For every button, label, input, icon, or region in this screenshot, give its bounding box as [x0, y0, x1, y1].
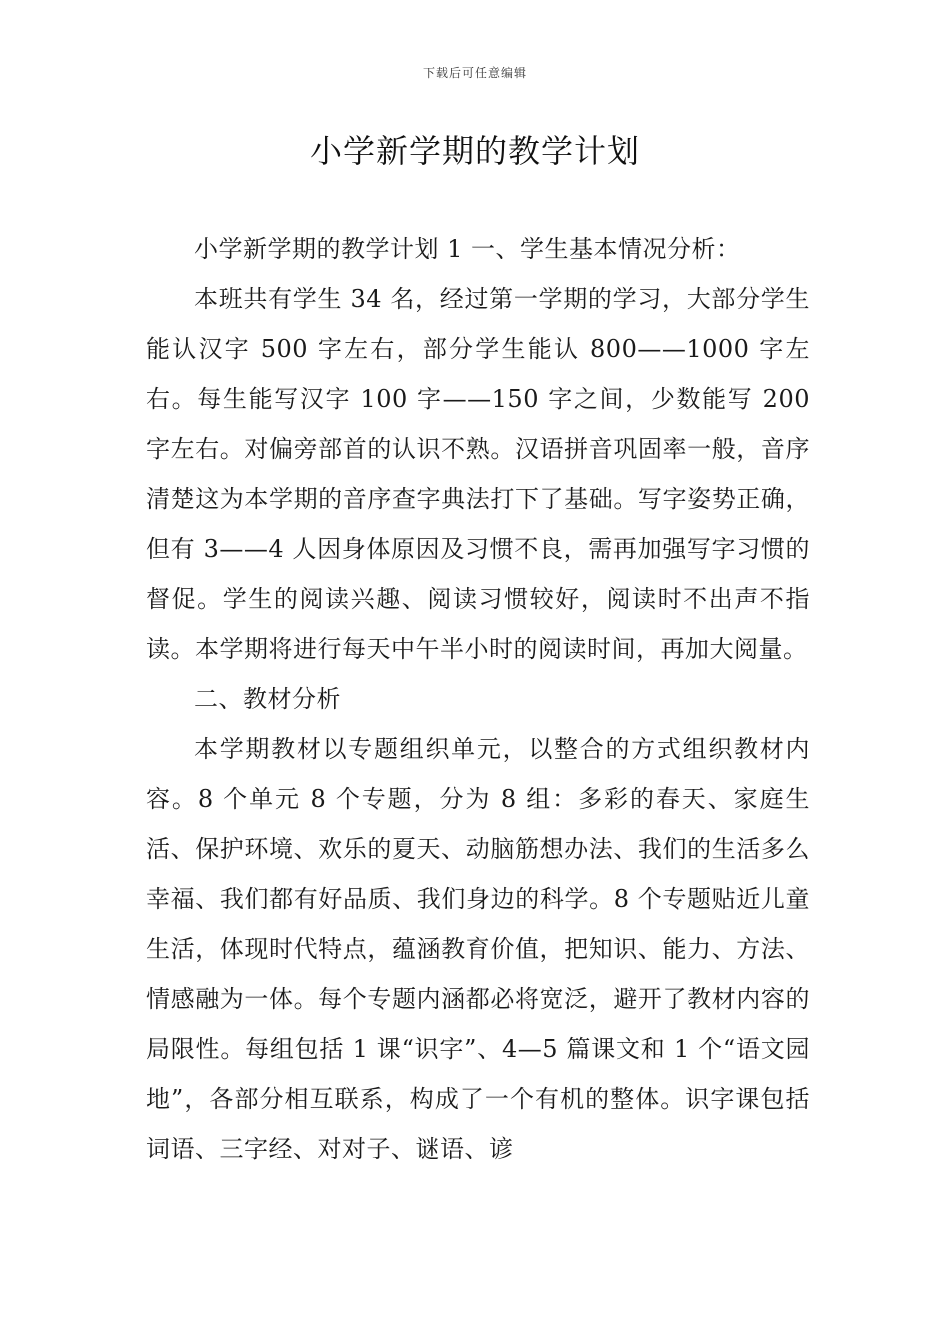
document-body: [146, 224, 810, 1174]
paragraph-section-heading: 二、教材分析: [194, 685, 341, 713]
document-title: 小学新学期的教学计划: [309, 132, 640, 170]
paragraph-intro: 小学新学期的教学计划 1 一、学生基本情况分析：: [194, 235, 741, 263]
paragraph-student-analysis: 本班共有学生 34 名，经过第一学期的学习，大部分学生能认汉字 500 字左右，部分学生能认 800——1000 字左右。每生能写汉字 100 字——150 字之间，少数能写 200 字左右。对偏旁部首的认识不熟。汉语拼音巩固率一般，音序清楚这为本学期的音序查字典法打下了基础。写字姿势正确，但有 3——4 人因身体原因及习惯不良，需再加强写字习惯的督促。学生的阅读兴趣、阅读习惯较好，阅读时不出声不指读。本学期将进行每天中午半小时的阅读时间，再加大阅量。: [146, 285, 810, 663]
paragraph-textbook-analysis: 本学期教材以专题组织单元，以整合的方式组织教材内容。8 个单元 8 个专题，分为 8 组：多彩的春天、家庭生活、保护环境、欢乐的夏天、动脑筋想办法、我们的生活多么幸福、我们都有好品质、我们身边的科学。8 个专题贴近儿童生活，体现时代特点，蕴涵教育价值，把知识、能力、方法、情感融为一体。每个专题内涵都必将宽泛，避开了教材内容的局限性。每组包括 1 课“识字”、4—5 篇课文和 1 个“语文园地”，各部分相互联系，构成了一个有机的整体。识字课包括词语、三字经、对对子、谜语、谚: [146, 735, 810, 1163]
header-note: 下载后可任意编辑: [422, 66, 527, 80]
